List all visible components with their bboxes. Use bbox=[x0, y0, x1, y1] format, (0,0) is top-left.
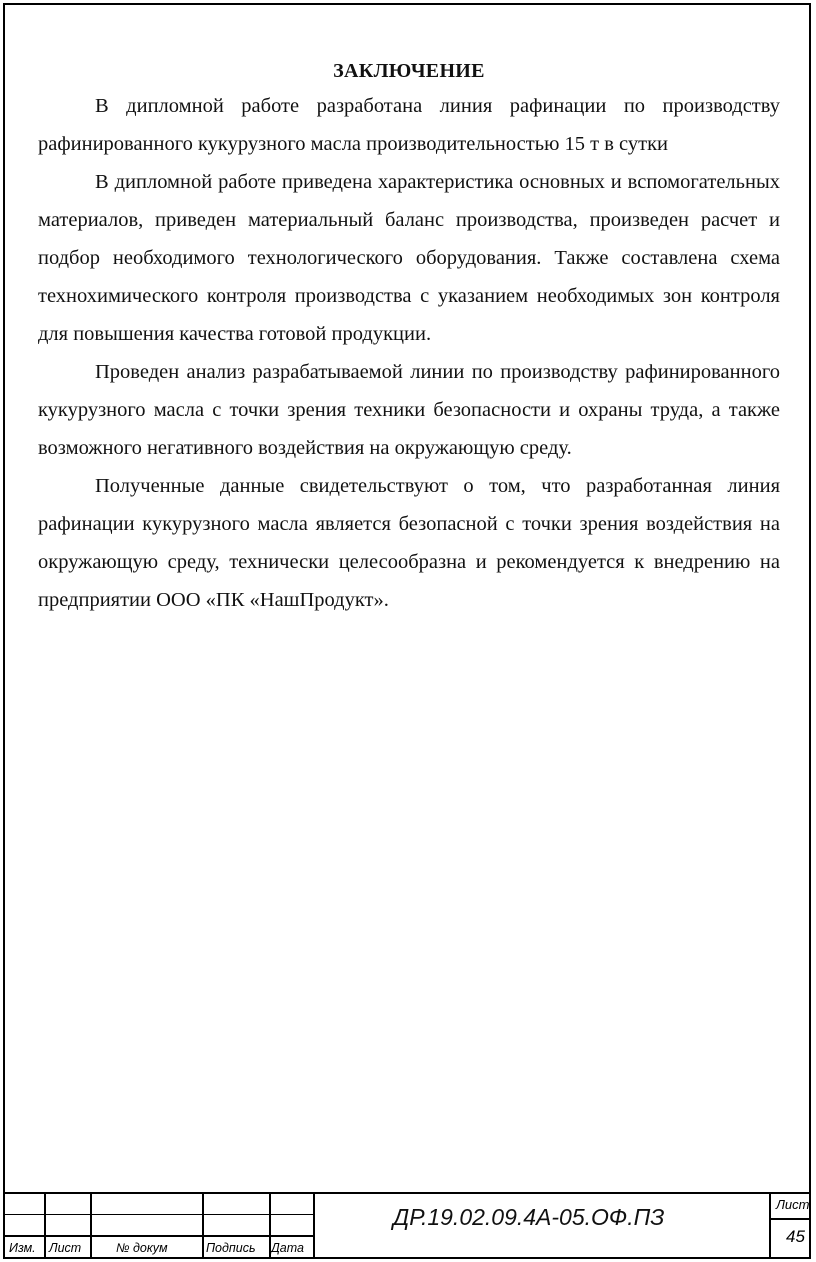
stamp-col-list: Лист bbox=[49, 1241, 82, 1255]
paragraph-2: В дипломной работе приведена характеристика основных и вспомогательных материалов, приведен материальный баланс производства, произведен расчет и подбор необходимого технологического оборудования. Также составлена схема технохимического контроля производства с указанием необходимых зон контроля для повышения качества готовой продукции. bbox=[38, 171, 780, 345]
stamp-col-izm: Изм. bbox=[9, 1241, 36, 1255]
sheet-label: Лист bbox=[776, 1197, 810, 1212]
paragraph-1: В дипломной работе разработана линия рафинации по производству рафинированного кукурузного масла производительностью 15 т в сутки bbox=[38, 95, 780, 155]
paragraph-3: Проведен анализ разрабатываемой линии по производству рафинированного кукурузного масла с точки зрения техники безопасности и охраны труда, а также возможного негативного воздействия на окружающую среду. bbox=[38, 361, 780, 459]
stamp-col-doc: № докум bbox=[116, 1241, 168, 1255]
paragraph-4: Полученные данные свидетельствуют о том, что разработанная линия рафинации кукурузного масла является безопасной с точки зрения воздействия на окружающую среду, технически целесообразна и рекомендуется к внедрению на предприятии ООО «ПК «НашПродукт». bbox=[38, 475, 780, 611]
sheet-number: 45 bbox=[786, 1227, 805, 1246]
document-code: ДР.19.02.09.4А-05.ОФ.ПЗ bbox=[393, 1204, 665, 1230]
document-body bbox=[38, 52, 780, 619]
stamp-col-date: Дата bbox=[271, 1241, 304, 1255]
title-block-stamp bbox=[3, 1192, 811, 1259]
stamp-col-sign: Подпись bbox=[206, 1241, 256, 1255]
document-title: ЗАКЛЮЧЕНИЕ bbox=[333, 60, 485, 82]
